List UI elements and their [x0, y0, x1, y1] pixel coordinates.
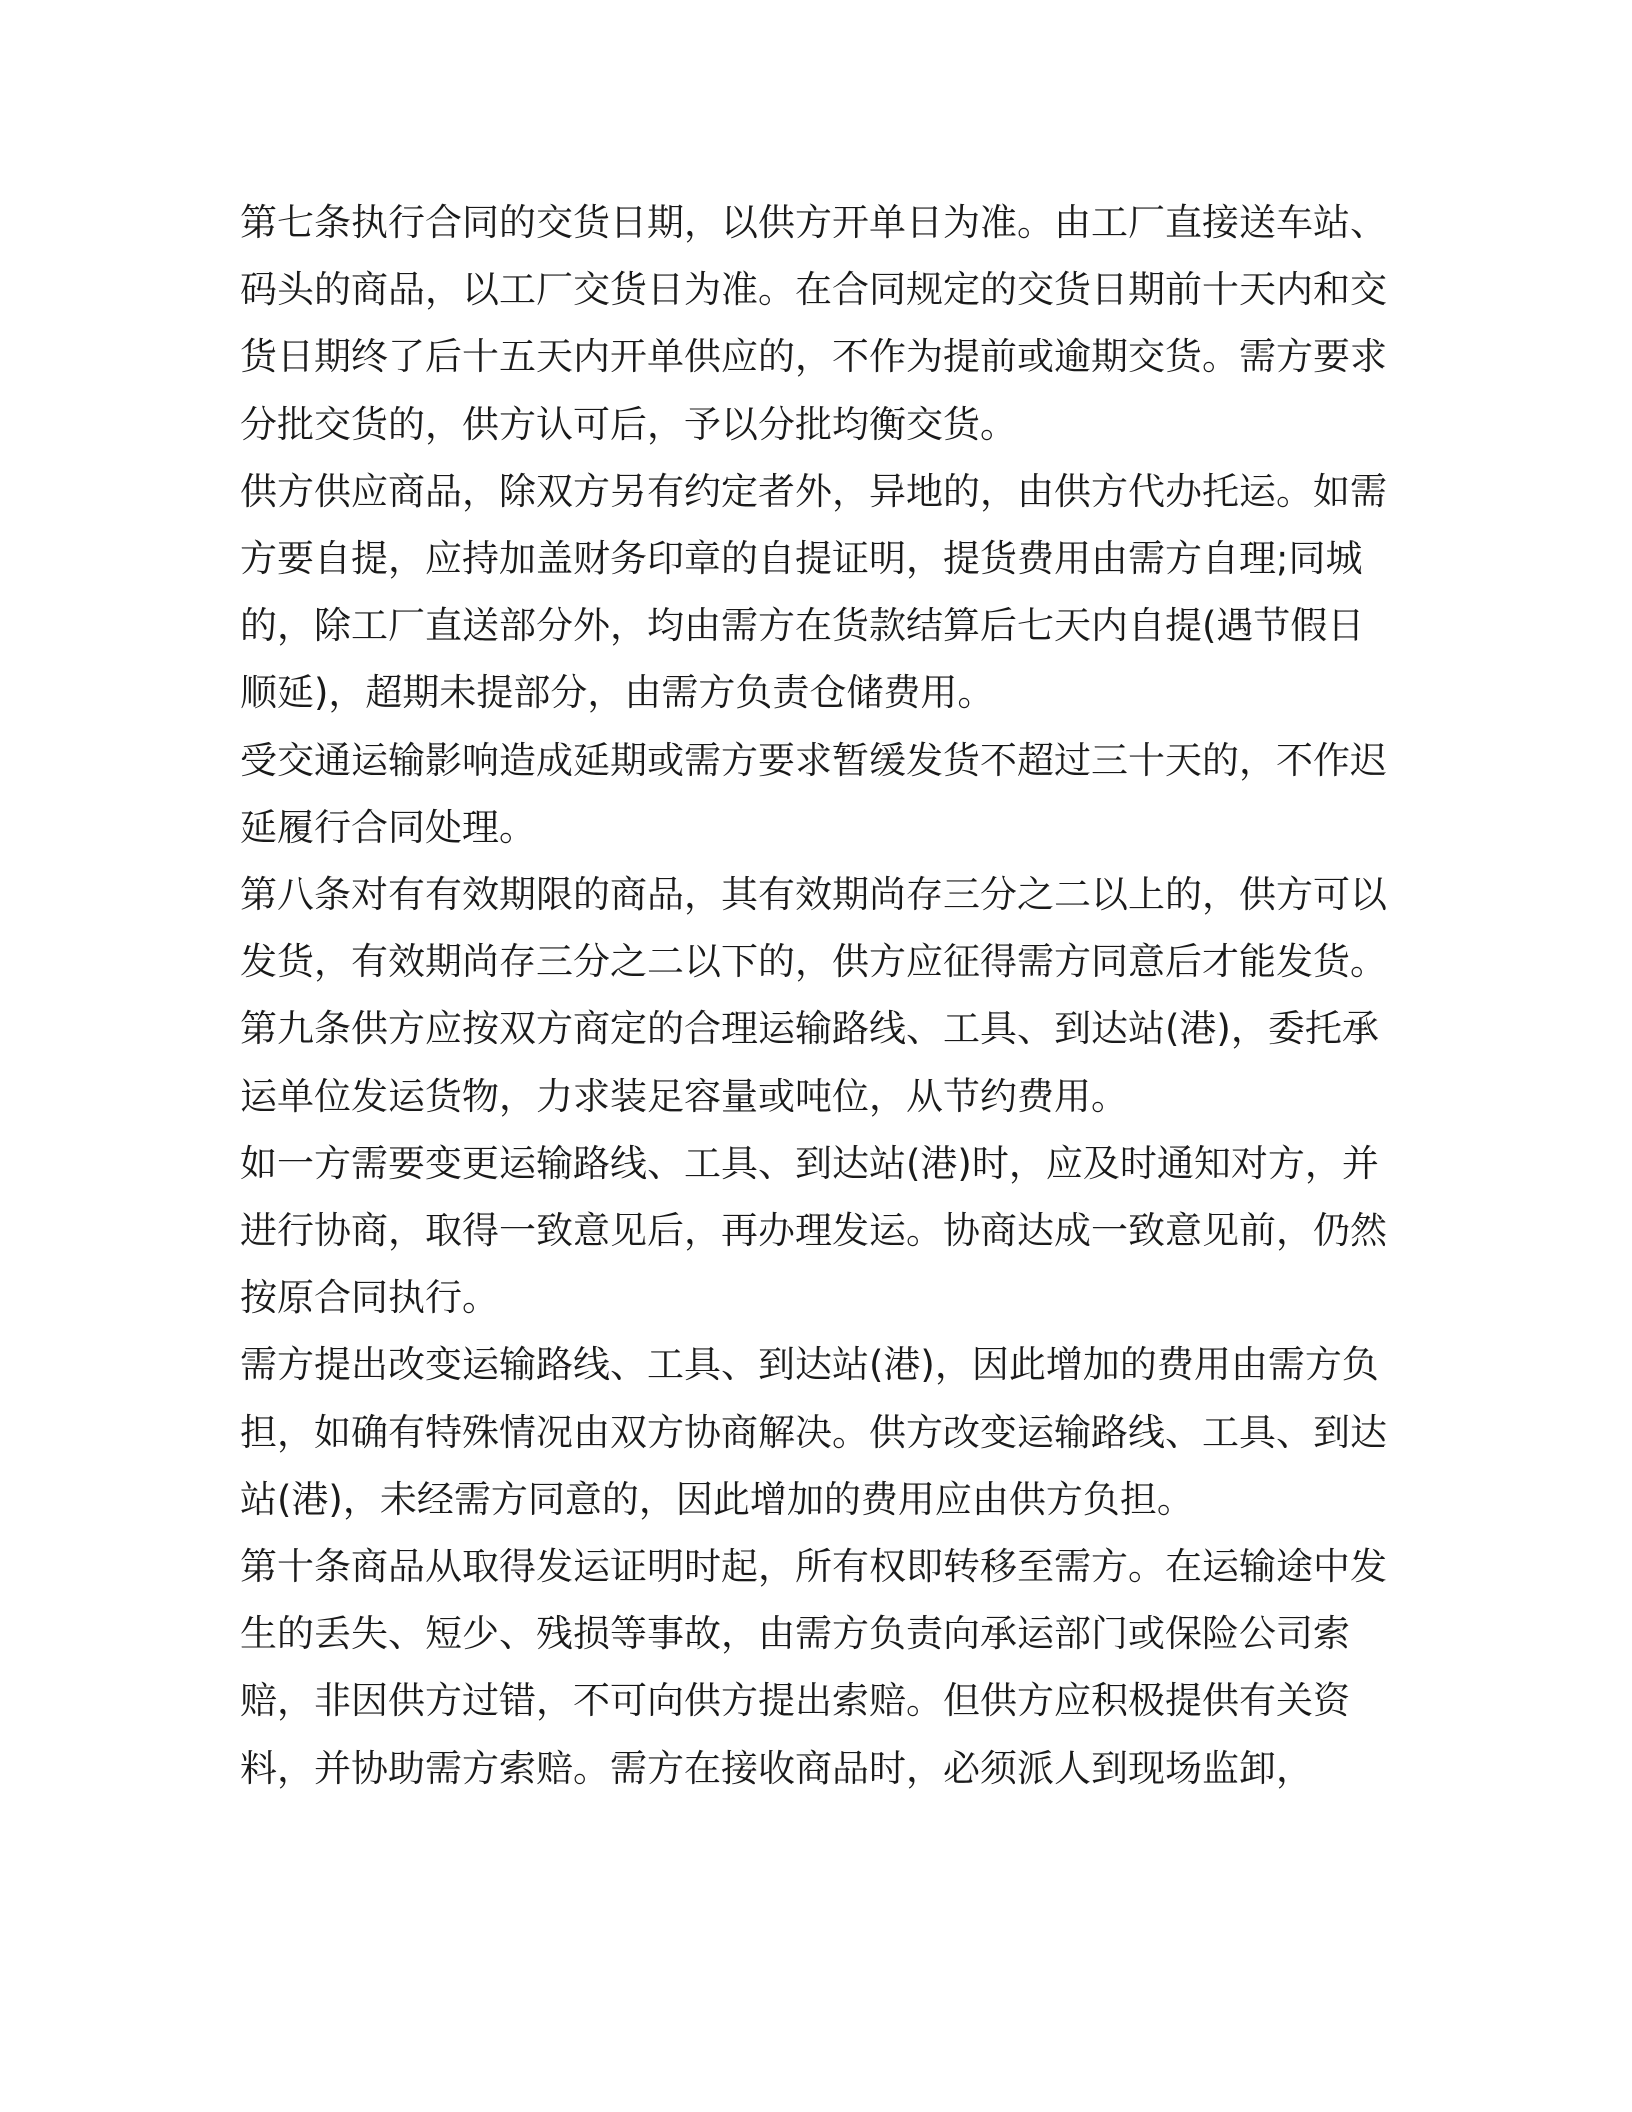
- paragraph-article-10: 第十条商品从取得发运证明时起，所有权即转移至需方。在运输途中发生的丢失、短少、残损等事故，由需方负责向承运部门或保险公司索赔，非因供方过错，不可向供方提出索赔。但供方应积极提供有关资料，并协助需方索赔。需方在接收商品时，必须派人到现场监卸，: [240, 1545, 1387, 1790]
- paragraph-delivery-method: 供方供应商品，除双方另有约定者外，异地的，由供方代办托运。如需方要自提，应持加盖财务印章的自提证明，提货费用由需方自理;同城的，除工厂直送部分外，均由需方在货款结算后七天内自提(遇节假日顺延)，超期未提部分，由需方负责仓储费用。: [240, 469, 1387, 715]
- paragraph-route-change: 如一方需要变更运输路线、工具、到达站(港)时，应及时通知对方，并进行协商，取得一致意见后，再办理发运。协商达成一致意见前，仍然按原合同执行。: [240, 1141, 1387, 1320]
- paragraph-route-cost: 需方提出改变运输路线、工具、到达站(港)，因此增加的费用由需方负担，如确有特殊情况由双方协商解决。供方改变运输路线、工具、到达站(港)，未经需方同意的，因此增加的费用应由供方负担。: [240, 1343, 1387, 1521]
- paragraph-article-8: 第八条对有有效期限的商品，其有效期尚存三分之二以上的，供方可以发货，有效期尚存三分之二以下的，供方应征得需方同意后才能发货。: [240, 873, 1387, 984]
- paragraph-article-9: 第九条供方应按双方商定的合理运输路线、工具、到达站(港)，委托承运单位发运货物，力求装足容量或吨位，从节约费用。: [240, 1007, 1379, 1118]
- paragraph-article-7: 第七条执行合同的交货日期，以供方开单日为准。由工厂直接送车站、码头的商品，以工厂交货日为准。在合同规定的交货日期前十天内和交货日期终了后十五天内开单供应的，不作为提前或逾期交货。需方要求分批交货的，供方认可后，予以分批均衡交货。: [240, 201, 1387, 446]
- contract-text: [240, 189, 1390, 1802]
- paragraph-transport-delay: 受交通运输影响造成延期或需方要求暂缓发货不超过三十天的，不作迟延履行合同处理。: [240, 738, 1387, 849]
